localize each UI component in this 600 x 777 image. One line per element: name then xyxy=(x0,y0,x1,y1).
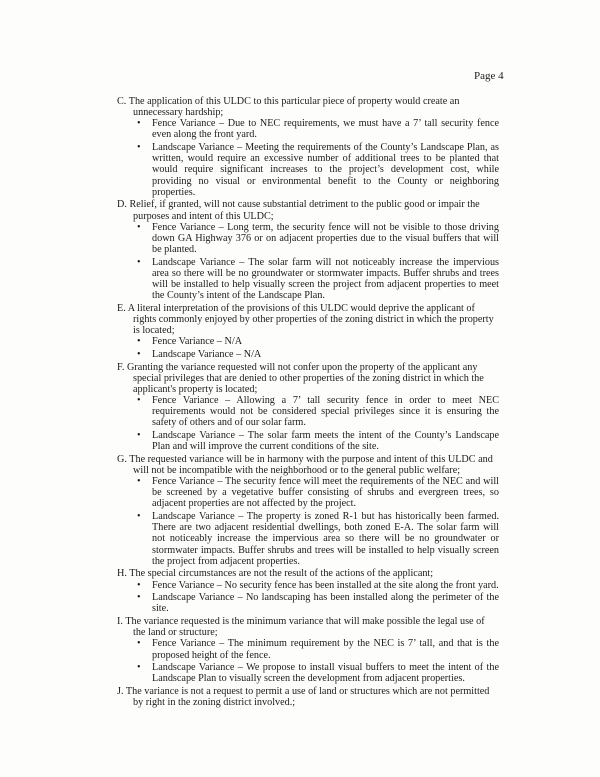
variance-item: • Landscape Variance – Meeting the requirements of the County’s Landscape Plan, as written, would require an excessive number of additional trees to be planted that would require significant increases to the project’s development cost, while providing no visual or environmental benefit to the County or neighboring properties. xyxy=(152,142,499,198)
criterion-text: Granting the variance requested will not confer upon the property of the applicant any special privileges that are denied to other properties of the zoning district in which the applicant's property is located; xyxy=(126,361,484,395)
variance-item: • Fence Variance – No security fence has been installed at the site along the front yard. xyxy=(152,580,499,591)
variance-item: • Landscape Variance – The property is zoned R-1 but has historically been farmed. There are two adjacent residential dwellings, both zoned E-A. The solar farm will not noticeably increase the impervious area so there will be no groundwater or stormwater impacts. Buffer shrubs and trees will be installed to help visually screen the project from adjacent properties. xyxy=(152,511,499,567)
variance-list xyxy=(117,118,499,198)
variance-item: • Landscape Variance – No landscaping has been installed along the perimeter of the site. xyxy=(152,592,499,614)
variance-item: • Fence Variance – Long term, the security fence will not be visible to those driving down GA Highway 376 or on adjacent properties due to the visual buffers that will be planted. xyxy=(152,222,499,255)
criterion-d xyxy=(117,199,499,221)
variance-list xyxy=(117,336,499,360)
criterion-text: A literal interpretation of the provisions of this ULDC would deprive the applicant of rights commonly enjoyed by other properties of the zoning district in which the property is located; xyxy=(127,302,494,337)
variance-item: • Fence Variance – The minimum requirement by the NEC is 7’ tall, and that is the proposed height of the fence. xyxy=(152,638,499,660)
criterion-text: The special circumstances are not the result of the actions of the applicant; xyxy=(129,568,434,580)
criterion-label: G. xyxy=(117,453,127,465)
criterion-g xyxy=(117,454,499,476)
variance-list xyxy=(117,476,499,567)
criterion-text: Relief, if granted, will not cause substantial detriment to the public good or impair the purposes and intent of this ULDC; xyxy=(129,199,480,222)
criterion-i xyxy=(117,616,499,638)
page-number: Page 4 xyxy=(474,70,504,82)
variance-list xyxy=(117,638,499,684)
variance-item: • Fence Variance – N/A xyxy=(152,336,499,347)
criterion-text: The application of this ULDC to this particular piece of property would create an unnecessary hardship; xyxy=(128,96,460,119)
variance-item: • Fence Variance – Allowing a 7’ tall security fence in order to meet NEC requirements would not be considered special privileges since it is ensuring the safety of others and of our solar farm. xyxy=(152,395,499,428)
variance-item: • Fence Variance – Due to NEC requirements, we must have a 7’ tall security fence even along the front yard. xyxy=(152,118,499,140)
variance-item: • Landscape Variance – The solar farm will not noticeably increase the impervious area so there will be no groundwater or stormwater impacts. Buffer shrubs and trees will be installed to help visually screen the project from adjacent properties to meet the County’s intent of the Landscape Plan. xyxy=(152,257,499,302)
criterion-text: The variance is not a request to permit a use of land or structures which are not permitted by right in the zoning district involved.; xyxy=(125,685,490,709)
variance-list xyxy=(117,580,499,615)
criterion-label: I. xyxy=(117,616,123,628)
criterion-label: H. xyxy=(117,568,127,580)
criterion-label: C. xyxy=(117,96,127,107)
variance-item: • Landscape Variance – The solar farm meets the intent of the County’s Landscape Plan and will improve the current conditions of the site. xyxy=(152,430,499,452)
criterion-text: The requested variance will be in harmony with the purpose and intent of this ULDC and will not be incompatible with the neighborhood or to the general public welfare; xyxy=(129,453,493,476)
criterion-label: F. xyxy=(117,361,125,373)
document-body xyxy=(117,96,499,708)
variance-item: • Landscape Variance – We propose to install visual buffers to meet the intent of the Landscape Plan to visually screen the development from adjacent properties. xyxy=(152,662,499,684)
criterion-label: E. xyxy=(117,302,126,314)
criterion-j xyxy=(117,686,499,708)
variance-item: • Landscape Variance – N/A xyxy=(152,349,499,360)
criterion-h xyxy=(117,568,499,579)
criterion-label: D. xyxy=(117,199,127,211)
criterion-text: The variance requested is the minimum variance that will make possible the legal use of the land or structure; xyxy=(125,616,485,639)
criterion-c xyxy=(117,96,499,118)
variance-item: • Fence Variance – The security fence will meet the requirements of the NEC and will be screened by a vegetative buffer consisting of shrubs and evergreen trees, so adjacent properties are not affected by the project. xyxy=(152,476,499,509)
criterion-e xyxy=(117,303,499,336)
variance-list xyxy=(117,222,499,302)
criterion-f xyxy=(117,362,499,395)
criterion-label: J. xyxy=(117,685,124,697)
variance-list xyxy=(117,395,499,452)
